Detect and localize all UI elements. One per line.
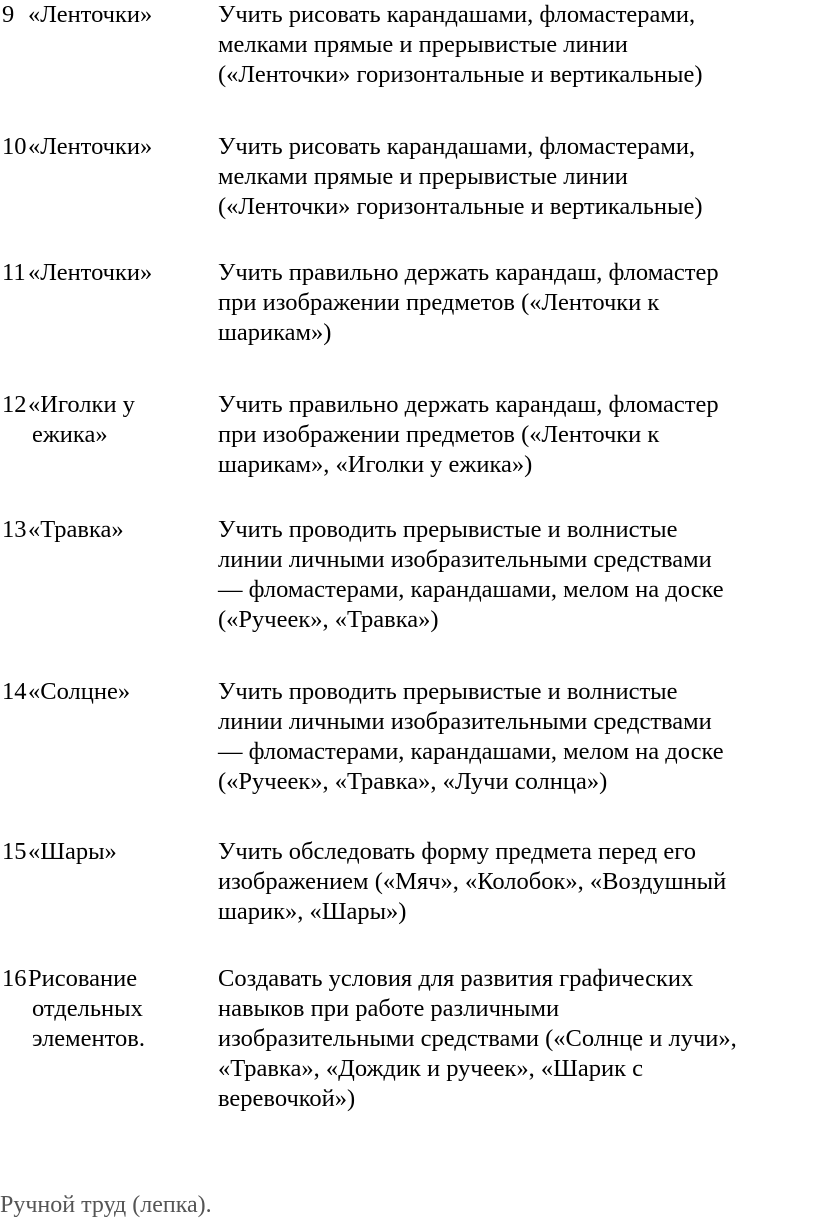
goal-line: веревочкой») (218, 1085, 356, 1112)
goal-line: линии личными изобразительными средствами (218, 546, 712, 573)
section-heading: Ручной труд (лепка). (0, 1192, 212, 1218)
goal-line: Учить обследовать форму предмета перед его (218, 838, 696, 865)
goal-line: изображением («Мяч», «Колобок», «Воздушный (218, 868, 727, 895)
topic-line: «Ленточки» (28, 133, 153, 160)
row-goal (218, 964, 812, 1114)
goal-line: Учить рисовать карандашами, фломастерами, (218, 1, 696, 28)
goal-line: Учить правильно держать карандаш, фломастер (218, 391, 719, 418)
row-topic (28, 258, 208, 288)
row-goal (218, 132, 812, 222)
goal-line: шарикам», «Иголки у ежика») (218, 451, 533, 478)
goal-line: мелками прямые и прерывистые линии (218, 163, 628, 190)
goal-line: изобразительными средствами («Солнце и лучи», (218, 1025, 737, 1052)
topic-line: ежика» (32, 421, 108, 448)
row-topic (28, 515, 208, 545)
goal-line: мелками прямые и прерывистые линии (218, 31, 628, 58)
row-number: 16 (2, 965, 27, 992)
goal-line: шарикам») (218, 319, 332, 346)
goal-line: — фломастерами, карандашами, мелом на доске (218, 576, 724, 603)
goal-line: Учить правильно держать карандаш, фломастер (218, 259, 719, 286)
topic-line: «Ленточки» (28, 1, 153, 28)
topic-line: «Солцне» (28, 678, 131, 705)
row-topic (28, 964, 208, 1054)
row-number: 14 (2, 678, 27, 705)
row-topic (28, 0, 208, 30)
topic-line: «Иголки у (28, 391, 135, 418)
row-goal (218, 837, 812, 927)
row-topic (28, 132, 208, 162)
goal-line: Создавать условия для развития графических (218, 965, 694, 992)
goal-line: при изображении предметов («Ленточки к (218, 421, 660, 448)
row-number: 9 (2, 1, 15, 28)
row-goal (218, 258, 812, 348)
goal-line: при изображении предметов («Ленточки к (218, 289, 660, 316)
goal-line: навыков при работе различными (218, 995, 560, 1022)
goal-line: («Ручеек», «Травка») (218, 606, 439, 633)
goal-line: шарик», «Шары») (218, 898, 407, 925)
topic-line: «Шары» (28, 838, 117, 865)
topic-line: элементов. (32, 1025, 145, 1052)
row-topic (28, 677, 208, 707)
row-number: 12 (2, 391, 27, 418)
goal-line: («Ленточки» горизонтальные и вертикальные) (218, 193, 703, 220)
row-number: 15 (2, 838, 27, 865)
row-goal (218, 515, 812, 635)
goal-line: («Ленточки» горизонтальные и вертикальные) (218, 61, 703, 88)
row-goal (218, 677, 812, 797)
goal-line: — фломастерами, карандашами, мелом на доске (218, 738, 724, 765)
row-number: 11 (2, 259, 26, 286)
topic-line: отдельных (32, 995, 143, 1022)
row-number: 10 (2, 133, 27, 160)
row-number: 13 (2, 516, 27, 543)
goal-line: Учить проводить прерывистые и волнистые (218, 678, 678, 705)
topic-line: «Травка» (28, 516, 124, 543)
row-topic (28, 837, 208, 867)
goal-line: («Ручеек», «Травка», «Лучи солнца») (218, 768, 608, 795)
goal-line: «Травка», «Дождик и ручеек», «Шарик с (218, 1055, 644, 1082)
row-goal (218, 0, 812, 90)
row-goal (218, 390, 812, 480)
goal-line: линии личными изобразительными средствами (218, 708, 712, 735)
topic-line: «Ленточки» (28, 259, 153, 286)
topic-line: Рисование (28, 965, 138, 992)
row-topic (28, 390, 208, 450)
goal-line: Учить проводить прерывистые и волнистые (218, 516, 678, 543)
goal-line: Учить рисовать карандашами, фломастерами, (218, 133, 696, 160)
